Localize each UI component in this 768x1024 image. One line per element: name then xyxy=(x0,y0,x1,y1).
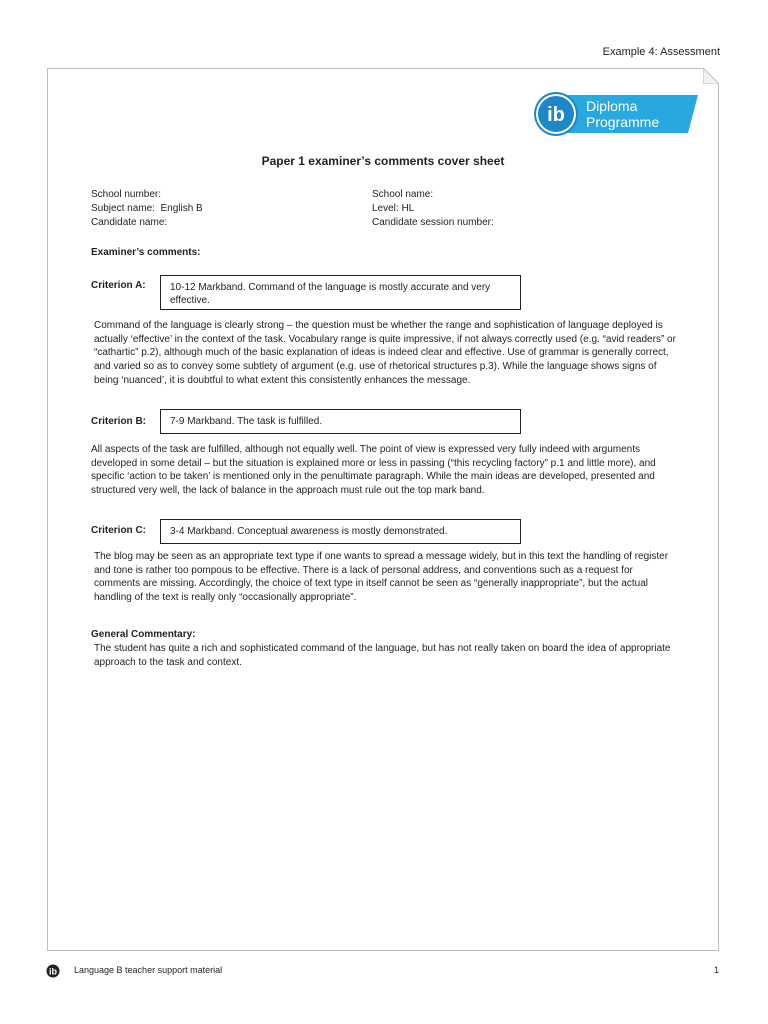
page-fold-corner xyxy=(703,68,719,84)
candidate-info-left xyxy=(91,188,203,230)
general-commentary-text: The student has quite a rich and sophisticated command of the language, but has not really taken on board the idea of appropriate approach to the task and context. xyxy=(94,643,671,668)
ib-footer-mark-text: ib xyxy=(49,966,57,977)
criterion-a-comment: Command of the language is clearly strong – the question must be whether the range and sophistication of language deployed is actually ‘effective’ in the context of the task. Vocabulary range is quite impressive, if not always correctly used (e.g. “avid readers” or “cathartic” p.2), although much of the basic explanation of ideas is indeed clear and effective. Use of grammar is generally correct, and varied so as to convey some subtlety of argument (e.g. use of rhetorical structures p.3). While the language shows signs of being ‘nuanced’, it is doubtful to what extent this consistently enhances the message. xyxy=(94,320,676,386)
school-name-field: School name: xyxy=(372,189,434,200)
criterion-c-comment: The blog may be seen as an appropriate text type if one wants to spread a message widely, but in this text the handling of register and tone is rather too pompous to be effective. There is a lack of personal address, and conventions such as a request for comments are missing. Accordingly, the choice of text type in itself cannot be seen as “generally inappropriate”, but the actual handling of the text is really only “occasionally appropriate”. xyxy=(94,551,669,604)
general-commentary-heading: General Commentary: xyxy=(91,629,196,640)
criterion-b-markband-box: 7-9 Markband. The task is fulfilled. xyxy=(160,409,521,434)
page-section-header: Example 4: Assessment xyxy=(602,46,720,58)
logo-line-2: Programme xyxy=(586,114,660,130)
level-field: Level: HL xyxy=(372,203,415,214)
examiners-comments-heading: Examiner’s comments: xyxy=(91,247,201,258)
footer-document-title: Language B teacher support material xyxy=(74,965,223,975)
criterion-c-label: Criterion C: xyxy=(91,525,146,536)
candidate-name-field: Candidate name: xyxy=(91,217,168,228)
logo-line-1: Diploma xyxy=(586,98,638,114)
criterion-b-label: Criterion B: xyxy=(91,416,146,427)
cover-sheet xyxy=(47,68,719,951)
ib-footer-icon xyxy=(46,964,60,978)
criterion-a-label: Criterion A: xyxy=(91,280,146,291)
subject-name-field: Subject name: English B xyxy=(91,203,203,214)
cover-sheet-title: Paper 1 examiner’s comments cover sheet xyxy=(261,154,505,168)
ib-diploma-programme-logo xyxy=(532,91,702,137)
criterion-c-markband-box: 3-4 Markband. Conceptual awareness is mostly demonstrated. xyxy=(160,519,521,544)
criterion-b-comment: All aspects of the task are fulfilled, although not equally well. The point of view is expressed very fully indeed with arguments developed in some detail – but the situation is explained more or less in passing (“this recycling factory” p.1 and little more), and specific ‘action to be taken’ is mentioned only in the penultimate paragraph. While the main ideas are developed, presented and structured very well, the lack of balance in the approach must rule out the top mark band. xyxy=(91,444,656,497)
school-number-field: School number: xyxy=(91,189,162,200)
candidate-info-right xyxy=(372,188,494,230)
ib-mark-text: ib xyxy=(547,104,565,126)
criterion-a-markband-box: 10-12 Markband. Command of the language is mostly accurate and very effective. xyxy=(160,275,521,310)
page-number: 1 xyxy=(713,965,719,975)
candidate-session-number-field: Candidate session number: xyxy=(372,217,494,228)
